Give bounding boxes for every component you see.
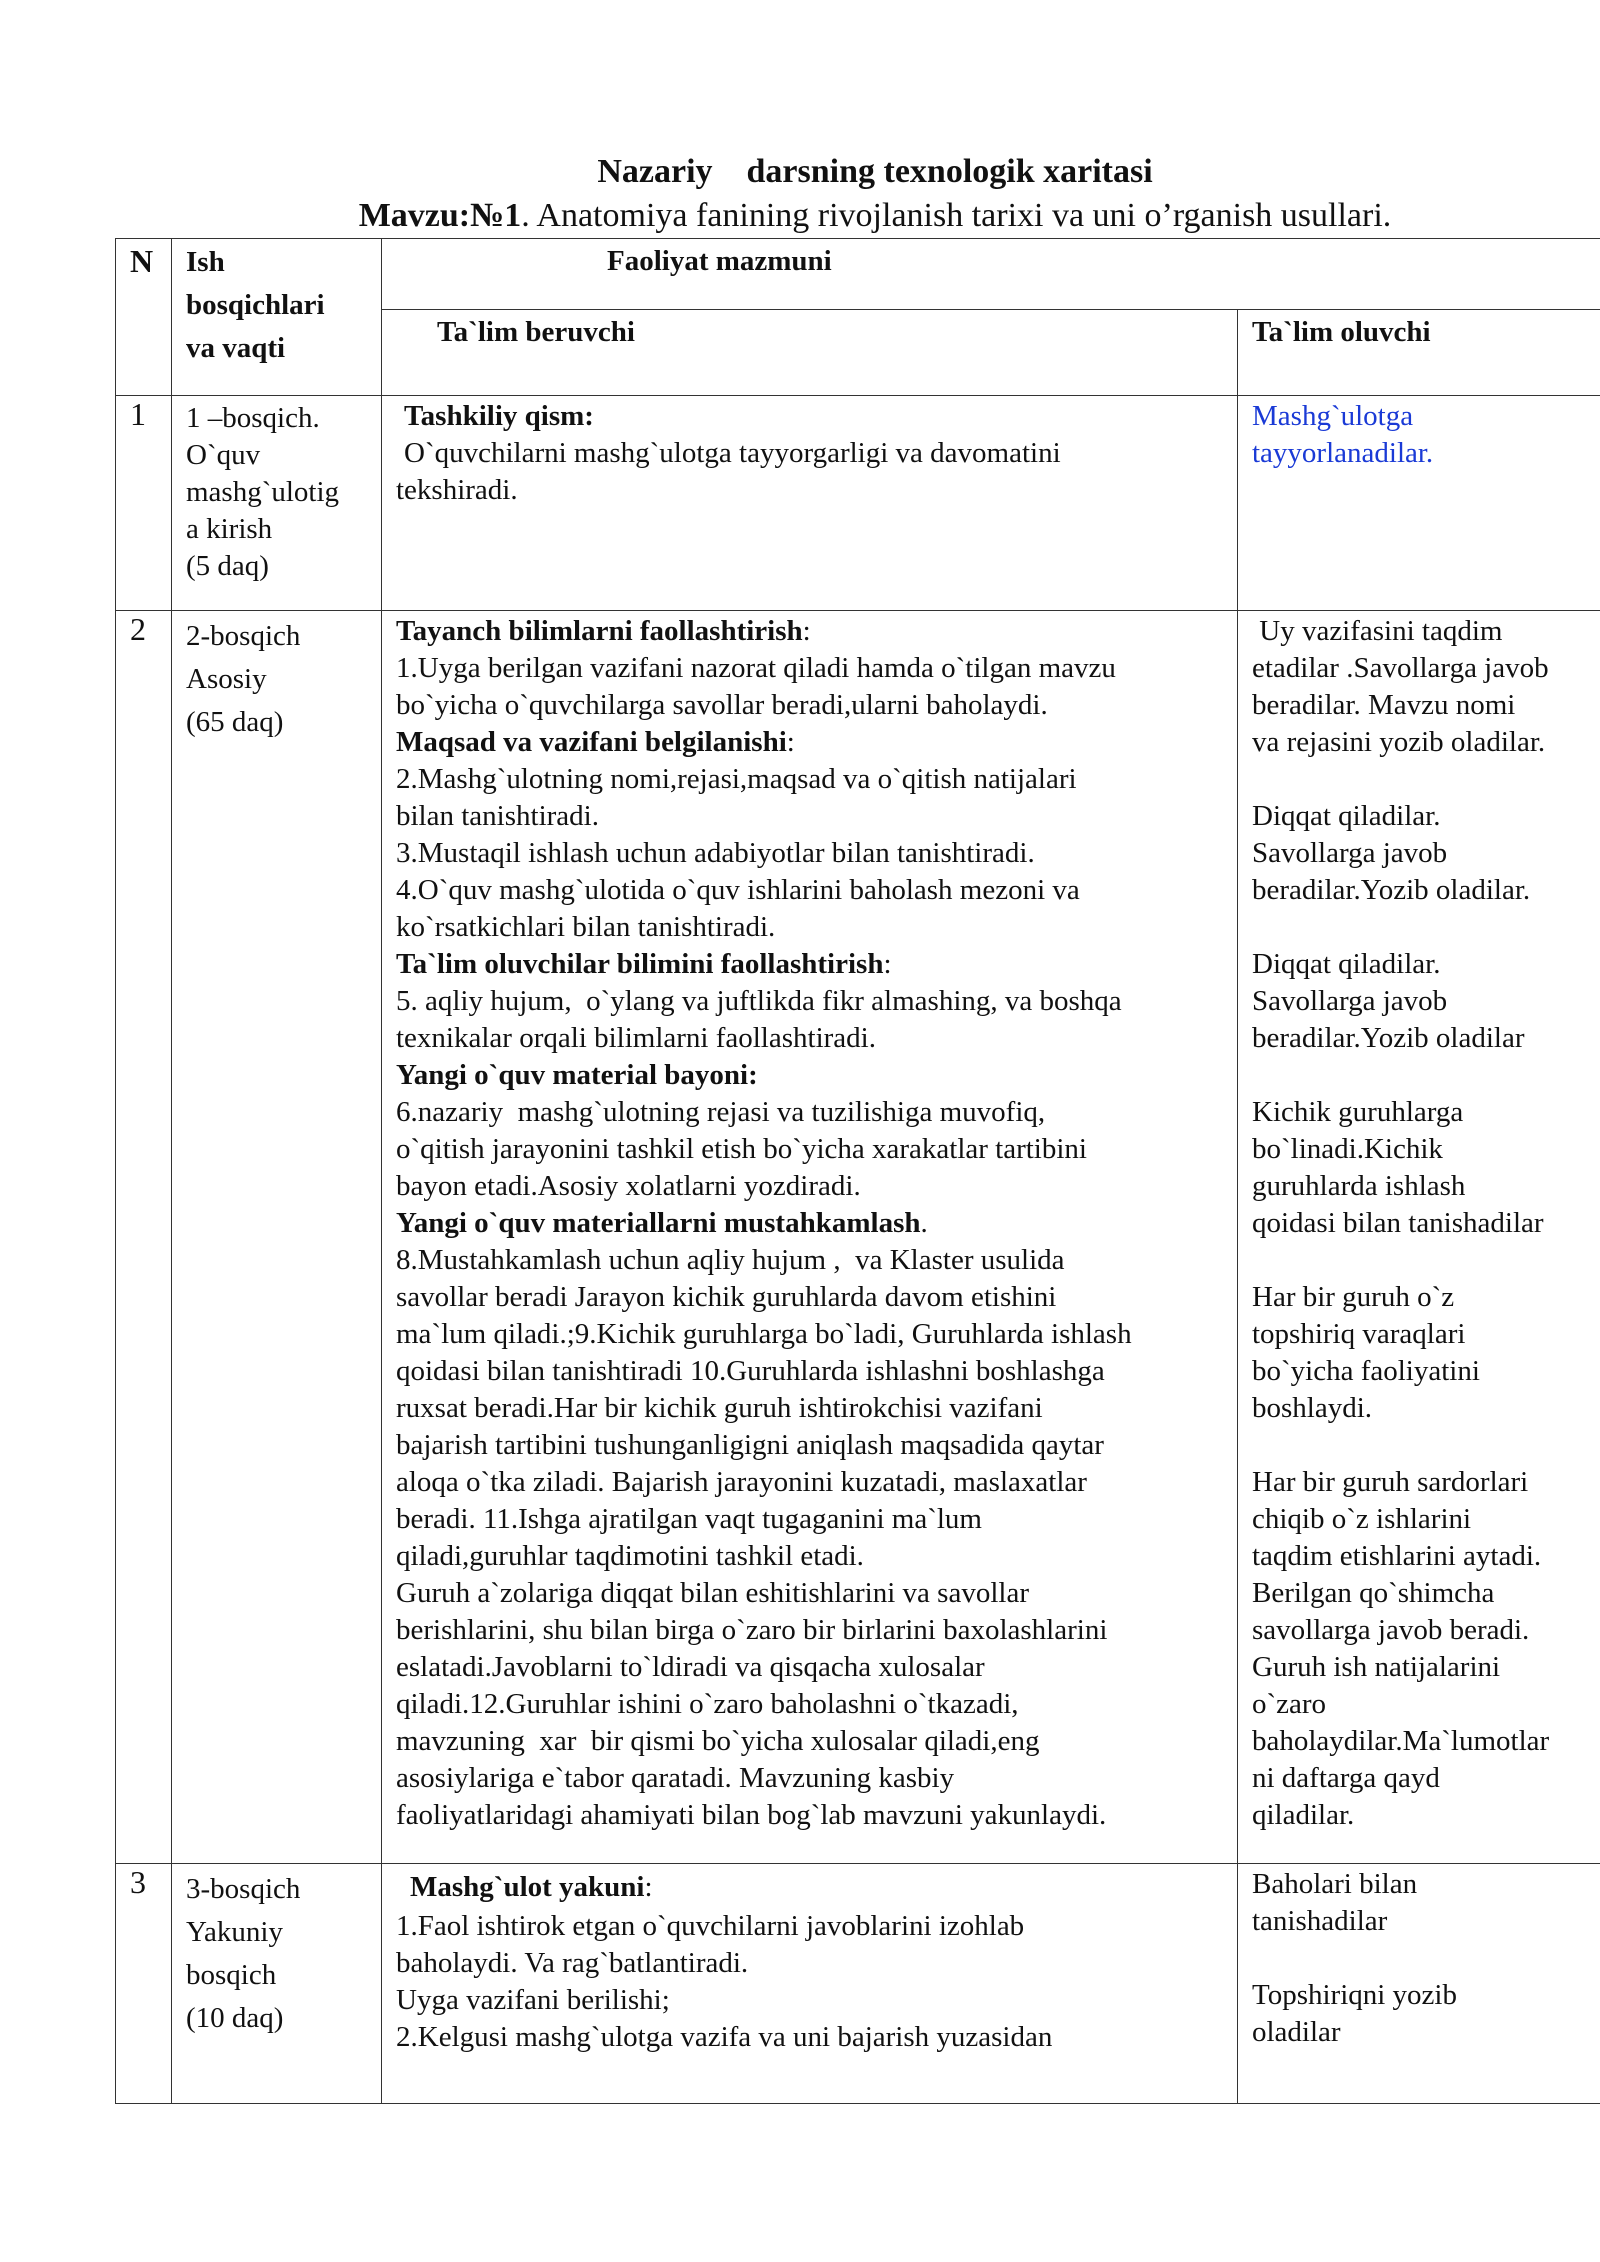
- text-line: baholaydi. Va rag`batlantiradi.: [396, 1947, 749, 1979]
- learner-text: [1252, 1279, 1594, 1427]
- teacher-heading: Tashkiliy qism:: [404, 400, 594, 432]
- text-line: bosqich: [186, 1959, 277, 1991]
- text-line: Diqqat qiladilar.: [1252, 800, 1441, 832]
- text-line: o`zaro: [1252, 1688, 1327, 1720]
- text-line: etadilar .Savollarga javob: [1252, 652, 1549, 684]
- teacher-heading: Tayanch bilimlarni faollashtirish: [396, 615, 803, 647]
- text-line: mavzuning xar bir qismi bo`yicha xulosalar qiladi,eng: [396, 1725, 1040, 1757]
- text-line: Savollarga javob: [1252, 837, 1448, 869]
- page-title: Nazariy darsning texnologik xaritasi: [597, 153, 1153, 190]
- teacher-heading: Maqsad va vazifani belgilanishi: [396, 726, 787, 758]
- row-learner: [1238, 611, 1600, 1864]
- text-line: tayyorlanadilar.: [1252, 437, 1434, 469]
- text-line: 2.Mashg`ulotning nomi,rejasi,maqsad va o`qitish natijalari: [396, 763, 1077, 795]
- text-line: bosqichlari: [186, 289, 325, 321]
- table-row: [116, 1864, 1600, 2104]
- text-line: a kirish: [186, 513, 273, 545]
- text-line: 2.Kelgusi mashg`ulotga vazifa va uni bajarish yuzasidan: [396, 2021, 1053, 2053]
- text-line: tanishadilar: [1252, 1905, 1388, 1937]
- text-line: Asosiy: [186, 663, 267, 695]
- text-line: (65 daq): [186, 706, 284, 738]
- text-line: taqdim etishlarini aytadi.: [1252, 1540, 1542, 1572]
- learner-text: [1252, 1977, 1594, 2051]
- text-line: Mashg`ulotga: [1252, 400, 1414, 432]
- text-line: (5 daq): [186, 550, 269, 582]
- text-line: 6.nazariy mashg`ulotning rejasi va tuzilishiga muvofiq,: [396, 1096, 1046, 1128]
- row-teacher: Tayanch bilimlarni faollashtirish: 1.Uyga berilgan vazifani nazorat qiladi hamda o`tilgan mavzu bo`yicha o`quvchilarga savollar beradi,ularni baholaydi. Maqsad va vazifani belgilanishi: 2.Mashg`ulotning nomi,rejasi,maqsad va o`qitish natijalari bilan tanishtiradi. 3.Mustaqil ishlash uchun adabiyotlar bilan tanishtiradi. 4.O`quv mashg`ulotida o`quv ishlarini baholash mezoni va ko`rsatkichlari bilan tanishtiradi. Ta`lim oluvchilar bilimini faollashtirish: 5. aqliy hujum, o`ylang va juftlikda fikr almashing, va boshqa texnikalar orqali bilimlarni faollashtiradi. Yangi o`quv material bayoni: 6.nazariy mashg`ulotning rejasi va tuzilishiga muvofiq, o`qitish jarayonini tashkil etish bo`yicha xarakatlar tartibini bayon etadi.Asosiy xolatlarni yozdiradi. Yangi o`quv materiallarni mustahkamlash. 8.Mustahkamlash uchun aqliy hujum , va Klaster usulida savollar beradi Jarayon kichik guruhlarda davom etishini ma`lum qiladi.;9.Kichik guruhlarga bo`ladi, Guruhlarda ishlash qoidasi bilan tanishtiradi 10.Guruhlarda ishlashni boshlashga ruxsat beradi.Har bir kichik guruh ishtirokchisi vazifani bajarish tartibini tushunganligigni aniqlash maqsadida qaytar aloqa o`tka ziladi. Bajarish jarayonini kuzatadi, maslaxatlar beradi. 11.Ishga ajratilgan vaqt tugaganini ma`lum qiladi,guruhlar taqdimotini tashkil etadi. Guruh a`zolariga diqqat bilan eshitishlarini va savollar berishlarini, shu bilan birga o`zaro bir birlarini baxolashlarini eslatadi.Javoblarni to`ldiradi va qisqacha xulosalar qiladi.12.Guruhlar ishini o`zaro baholashni o`tkazadi, mavzuning xar bir qismi bo`yicha xulosalar qiladi,eng asosiylariga e`tabor qaratadi. Mavzuning kasbiy faoliyatlaridagi ahamiyati bilan bog`lab mavzuni yakunlaydi.: [382, 611, 1238, 1864]
- text-line: asosiylariga e`tabor qaratadi. Mavzuning kasbiy: [396, 1762, 955, 1794]
- text-line: Uyga vazifani berilishi;: [396, 1984, 670, 2016]
- text-line: (10 daq): [186, 2002, 284, 2034]
- teacher-text: [396, 983, 1219, 1057]
- header-activity: Faoliyat mazmuni: [382, 239, 1600, 310]
- text-line: Guruh ish natijalarini: [1252, 1651, 1501, 1683]
- teacher-text: [396, 1094, 1219, 1205]
- text-line: Diqqat qiladilar.: [1252, 948, 1441, 980]
- table-row: [116, 396, 1600, 611]
- text-line: 1.Uyga berilgan vazifani nazorat qiladi hamda o`tilgan mavzu: [396, 652, 1116, 684]
- text-line: topshiriq varaqlari: [1252, 1318, 1466, 1350]
- text-line: Har bir guruh o`z: [1252, 1281, 1455, 1313]
- teacher-text: [396, 650, 1219, 724]
- row-stage: [172, 611, 382, 1864]
- text-line: 1 –bosqich.: [186, 402, 320, 434]
- text-line: o`qitish jarayonini tashkil etish bo`yicha xarakatlar tartibini: [396, 1133, 1087, 1165]
- header-n: N: [116, 239, 172, 396]
- text-line: faoliyatlaridagi ahamiyati bilan bog`lab mavzuni yakunlaydi.: [396, 1799, 1107, 1831]
- text-line: va vaqti: [186, 332, 286, 364]
- text-line: tekshiradi.: [396, 474, 518, 506]
- text-line: qoidasi bilan tanishadilar: [1252, 1207, 1544, 1239]
- text-line: Topshiriqni yozib: [1252, 1979, 1457, 2011]
- text-line: 3.Mustaqil ishlash uchun adabiyotlar bilan tanishtiradi.: [396, 837, 1035, 869]
- text-line: 2-bosqich: [186, 620, 301, 652]
- text-line: beradilar. Mavzu nomi: [1252, 689, 1516, 721]
- row-stage: [172, 1864, 382, 2104]
- text-line: aloqa o`tka ziladi. Bajarish jarayonini kuzatadi, maslaxatlar: [396, 1466, 1087, 1498]
- row-number: 2: [116, 611, 172, 1864]
- text-line: 8.Mustahkamlash uchun aqliy hujum , va Klaster usulida: [396, 1244, 1065, 1276]
- header-stage: [172, 239, 382, 396]
- row-teacher: Mashg`ulot yakuni: 1.Faol ishtirok etgan o`quvchilarni javoblarini izohlab baholaydi. Va rag`batlantiradi. Uyga vazifani berilishi; 2.Kelgusi mashg`ulotga vazifa va uni bajarish yuzasidan: [382, 1864, 1238, 2104]
- text-line: savollar beradi Jarayon kichik guruhlarda davom etishini: [396, 1281, 1057, 1313]
- text-line: qoidasi bilan tanishtiradi 10.Guruhlarda ishlashni boshlashga: [396, 1355, 1105, 1387]
- learner-text: [1252, 613, 1594, 761]
- text-line: bo`yicha o`quvchilarga savollar beradi,ularni baholaydi.: [396, 689, 1048, 721]
- text-line: bo`yicha faoliyatini: [1252, 1355, 1480, 1387]
- text-line: Uy vazifasini taqdim: [1252, 615, 1503, 647]
- text-line: 3-bosqich: [186, 1873, 301, 1905]
- text-line: Yakuniy: [186, 1916, 283, 1948]
- text-line: ko`rsatkichlari bilan tanishtiradi.: [396, 911, 776, 943]
- text-line: qiladilar.: [1252, 1799, 1355, 1831]
- row-stage: [172, 396, 382, 611]
- text-line: chiqib o`z ishlarini: [1252, 1503, 1472, 1535]
- text-line: Har bir guruh sardorlari: [1252, 1466, 1529, 1498]
- text-line: bilan tanishtiradi.: [396, 800, 599, 832]
- row-teacher: [382, 396, 1238, 611]
- text-line: O`quv: [186, 439, 261, 471]
- teacher-text: [396, 1242, 1219, 1834]
- text-line: qiladi.12.Guruhlar ishini o`zaro baholashni o`tkazadi,: [396, 1688, 1019, 1720]
- text-line: ni daftarga qayd: [1252, 1762, 1440, 1794]
- text-line: savollarga javob beradi.: [1252, 1614, 1530, 1646]
- subtitle-label: Mavzu:№1: [358, 197, 522, 234]
- header-teacher: Ta`lim beruvchi: [382, 310, 1238, 396]
- learner-text: [1252, 798, 1594, 909]
- teacher-heading: Ta`lim oluvchilar bilimini faollashtirish: [396, 948, 884, 980]
- text-line: texnikalar orqali bilimlarni faollashtiradi.: [396, 1022, 876, 1054]
- text-line: O`quvchilarni mashg`ulotga tayyorgarligi va davomatini: [404, 437, 1061, 469]
- text-line: beradilar.Yozib oladilar: [1252, 1022, 1525, 1054]
- page-subtitle: [0, 196, 1600, 236]
- text-line: qiladi,guruhlar taqdimotini tashkil etadi.: [396, 1540, 864, 1572]
- text-line: baholaydilar.Ma`lumotlar: [1252, 1725, 1550, 1757]
- subtitle-topic: . Anatomiya fanining rivojlanish tarixi va uni o’rganish usullari.: [521, 197, 1392, 234]
- learner-text: [1252, 1094, 1594, 1242]
- text-line: ruxsat beradi.Har bir kichik guruh ishtirokchisi vazifani: [396, 1392, 1043, 1424]
- header-learner: Ta`lim oluvchi: [1238, 310, 1600, 396]
- text-line: bo`linadi.Kichik: [1252, 1133, 1443, 1165]
- text-line: 5. aqliy hujum, o`ylang va juftlikda fikr almashing, va boshqa: [396, 985, 1122, 1017]
- text-line: oladilar: [1252, 2016, 1341, 2048]
- text-line: eslatadi.Javoblarni to`ldiradi va qisqacha xulosalar: [396, 1651, 985, 1683]
- text-line: Baholari bilan: [1252, 1868, 1418, 1900]
- text-line: Ish: [186, 246, 225, 278]
- row-learner: [1238, 1864, 1600, 2104]
- lesson-map-table: [115, 238, 1600, 2104]
- teacher-text: [396, 761, 1219, 946]
- teacher-heading: Mashg`ulot yakuni: [410, 1871, 645, 1903]
- header-row: [116, 239, 1600, 310]
- text-line: Guruh a`zolariga diqqat bilan eshitishlarini va savollar: [396, 1577, 1029, 1609]
- text-line: va rejasini yozib oladilar.: [1252, 726, 1546, 758]
- teacher-heading: Yangi o`quv materiallarni mustahkamlash: [396, 1207, 921, 1239]
- text-line: Berilgan qo`shimcha: [1252, 1577, 1495, 1609]
- teacher-text: [396, 1908, 1219, 2056]
- text-line: bayon etadi.Asosiy xolatlarni yozdiradi.: [396, 1170, 861, 1202]
- table-row: [116, 611, 1600, 1864]
- text-line: bajarish tartibini tushunganligigni aniqlash maqsadida qaytar: [396, 1429, 1104, 1461]
- learner-text: [1252, 1464, 1594, 1834]
- row-number: 3: [116, 1864, 172, 2104]
- text-line: boshlaydi.: [1252, 1392, 1373, 1424]
- text-line: beradilar.Yozib oladilar.: [1252, 874, 1531, 906]
- text-line: guruhlarda ishlash: [1252, 1170, 1466, 1202]
- text-line: ma`lum qiladi.;9.Kichik guruhlarga bo`ladi, Guruhlarda ishlash: [396, 1318, 1132, 1350]
- text-line: 1.Faol ishtirok etgan o`quvchilarni javoblarini izohlab: [396, 1910, 1025, 1942]
- teacher-heading: Yangi o`quv material bayoni:: [396, 1059, 758, 1091]
- text-line: beradi. 11.Ishga ajratilgan vaqt tugaganini ma`lum: [396, 1503, 982, 1535]
- text-line: berishlarini, shu bilan birga o`zaro bir birlarini baxolashlarini: [396, 1614, 1108, 1646]
- text-line: Kichik guruhlarga: [1252, 1096, 1464, 1128]
- text-line: mashg`ulotig: [186, 476, 340, 508]
- learner-text: [1252, 946, 1594, 1057]
- row-learner: [1238, 396, 1600, 611]
- learner-text: [1252, 1866, 1594, 1940]
- row-number: 1: [116, 396, 172, 611]
- text-line: Savollarga javob: [1252, 985, 1448, 1017]
- text-line: 4.O`quv mashg`ulotida o`quv ishlarini baholash mezoni va: [396, 874, 1080, 906]
- teacher-text: [396, 435, 1219, 509]
